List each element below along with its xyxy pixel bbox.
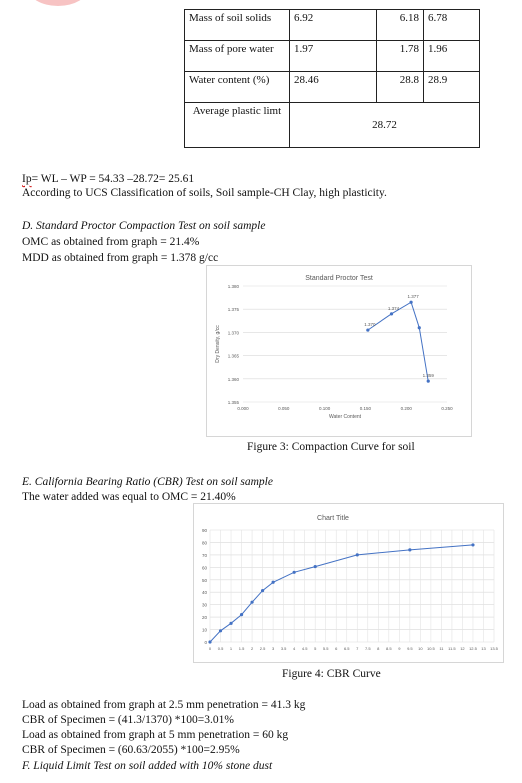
- x-tick-label: 2: [250, 646, 254, 651]
- x-tick-label: 8.5: [386, 646, 392, 651]
- x-tick-label: 12: [460, 646, 465, 651]
- data-label: 1.377: [407, 294, 419, 300]
- mdd-text: MDD as obtained from graph = 1.378 g/cc: [22, 252, 219, 264]
- y-tick-label: 90: [201, 528, 207, 533]
- x-tick-label: 0.000: [237, 406, 249, 411]
- x-tick-label: 1.5: [238, 646, 245, 651]
- y-tick-label: 20: [201, 615, 207, 621]
- y-axis-label: Dry Density, g/cc: [215, 325, 221, 363]
- data-point: [240, 613, 243, 616]
- x-tick-label: 3.5: [280, 646, 287, 651]
- load-5-text: Load as obtained from graph at 5 mm penetration = 60 kg: [22, 729, 289, 741]
- y-tick-label: 1.365: [227, 353, 239, 359]
- data-point: [409, 301, 412, 304]
- x-tick-label: 10.5: [426, 646, 435, 651]
- table-row-average: [185, 103, 480, 148]
- data-point: [356, 553, 359, 556]
- x-tick-label: 11.5: [448, 646, 456, 651]
- y-tick-label: 60: [201, 565, 207, 571]
- x-tick-label: 4: [293, 646, 296, 651]
- x-tick-label: 4.5: [301, 646, 308, 651]
- y-tick-label: 10: [201, 627, 207, 633]
- highlight-blob: [28, 0, 88, 6]
- cell: 28.8: [377, 72, 424, 103]
- section-f-heading: F. Liquid Limit Test on soil added with 10% stone dust: [22, 760, 273, 772]
- data-point: [418, 326, 421, 329]
- data-point: [427, 380, 430, 383]
- figure-4-caption: Figure 4: CBR Curve: [282, 668, 381, 680]
- data-point: [366, 328, 369, 331]
- x-tick-label: 13: [481, 646, 486, 651]
- x-tick-label: 6: [335, 646, 338, 651]
- row-label: Mass of pore water: [185, 41, 290, 72]
- x-tick-label: 5.5: [322, 646, 329, 651]
- ip-label: Ip: [22, 173, 32, 185]
- x-tick-label: 0.200: [400, 406, 412, 411]
- x-tick-label: 7.5: [364, 646, 371, 651]
- classification-text: According to UCS Classification of soils, Soil sample-CH Clay, high plasticity.: [22, 187, 387, 199]
- x-tick-label: 6.5: [343, 646, 350, 651]
- x-tick-label: 0.150: [359, 406, 372, 411]
- cell: 28.9: [424, 72, 480, 103]
- figure-3-caption: Figure 3: Compaction Curve for soil: [247, 441, 415, 453]
- cbr-chart: [193, 503, 504, 663]
- y-tick-label: 80: [201, 540, 207, 546]
- cell: 6.18: [377, 10, 424, 41]
- data-point: [229, 622, 232, 625]
- series-line: [368, 302, 428, 381]
- cell: 1.97: [290, 41, 377, 72]
- y-tick-label: 30: [201, 602, 207, 608]
- chart-title: Standard Proctor Test: [305, 275, 373, 282]
- data-point: [208, 640, 211, 643]
- data-label: 1.370: [364, 322, 376, 328]
- data-point: [261, 589, 264, 592]
- plastic-limit-table: [184, 9, 480, 148]
- data-point: [272, 581, 275, 584]
- y-tick-label: 1.375: [227, 307, 239, 313]
- x-tick-label: 0: [208, 646, 212, 651]
- data-point: [293, 571, 296, 574]
- x-tick-label: 9: [398, 646, 401, 651]
- section-d-heading: D. Standard Proctor Compaction Test on soil sample: [22, 220, 266, 232]
- x-axis-label: Water Content: [328, 414, 362, 420]
- cbr-2-text: CBR of Specimen = (60.63/2055) *100=2.95%: [22, 744, 240, 756]
- table-row: [185, 10, 480, 41]
- x-tick-label: 3: [271, 646, 275, 651]
- y-tick-label: 50: [201, 577, 207, 583]
- data-point: [390, 312, 393, 315]
- proctor-chart: [206, 265, 472, 437]
- y-tick-label: 40: [201, 590, 207, 596]
- x-tick-label: 8: [377, 646, 380, 651]
- ip-equation: = WL – WP = 54.33 –28.72= 25.61: [31, 173, 195, 185]
- x-tick-label: 0.050: [278, 406, 290, 411]
- ip-line: [22, 173, 194, 185]
- x-tick-label: 0.100: [318, 406, 331, 411]
- cbr-1-text: CBR of Specimen = (41.3/1370) *100=3.01%: [22, 714, 234, 726]
- x-tick-label: 2.5: [259, 646, 266, 651]
- x-tick-label: 0.250: [441, 406, 453, 411]
- series-line: [210, 545, 473, 642]
- x-tick-label: 13.5: [490, 646, 498, 651]
- data-point: [314, 565, 317, 568]
- x-tick-label: 11: [439, 646, 444, 651]
- omc-text: OMC as obtained from graph = 21.4%: [22, 236, 200, 248]
- water-added-text: The water added was equal to OMC = 21.40%: [22, 491, 236, 503]
- x-tick-label: 9.5: [407, 646, 413, 651]
- table-row: [185, 72, 480, 103]
- data-label: 1.359: [422, 373, 434, 379]
- y-tick-label: 70: [201, 552, 207, 558]
- data-label: 1.374: [387, 305, 400, 311]
- table-row: [185, 41, 480, 72]
- y-tick-label: 1.355: [227, 400, 239, 405]
- row-label: Water content (%): [185, 72, 290, 103]
- data-point: [471, 543, 474, 546]
- data-point: [250, 601, 253, 604]
- x-tick-label: 5: [314, 646, 317, 651]
- average-value: 28.72: [290, 103, 480, 148]
- row-label: Average plastic limt: [185, 103, 290, 148]
- y-tick-label: 1.370: [227, 330, 239, 336]
- data-point: [408, 548, 411, 551]
- x-tick-label: 12.5: [469, 646, 477, 651]
- x-tick-label: 7: [356, 646, 359, 651]
- chart-title: Chart Title: [317, 515, 349, 522]
- x-tick-label: 10: [418, 646, 423, 651]
- y-tick-label: 1.360: [227, 376, 239, 382]
- x-tick-label: 0.5: [217, 646, 224, 651]
- row-label: Mass of soil solids: [185, 10, 290, 41]
- cell: 6.78: [424, 10, 480, 41]
- data-point: [219, 629, 222, 632]
- cell: 1.78: [377, 41, 424, 72]
- proctor-chart-svg: [207, 266, 471, 436]
- cell: 28.46: [290, 72, 377, 103]
- section-e-heading: E. California Bearing Ratio (CBR) Test on soil sample: [22, 476, 273, 488]
- cell: 6.92: [290, 10, 377, 41]
- load-25-text: Load as obtained from graph at 2.5 mm penetration = 41.3 kg: [22, 699, 306, 711]
- y-tick-label: 0: [204, 640, 207, 645]
- cell: 1.96: [424, 41, 480, 72]
- cbr-chart-svg: [194, 504, 503, 662]
- y-tick-label: 1.380: [227, 284, 239, 289]
- x-tick-label: 1: [229, 646, 233, 651]
